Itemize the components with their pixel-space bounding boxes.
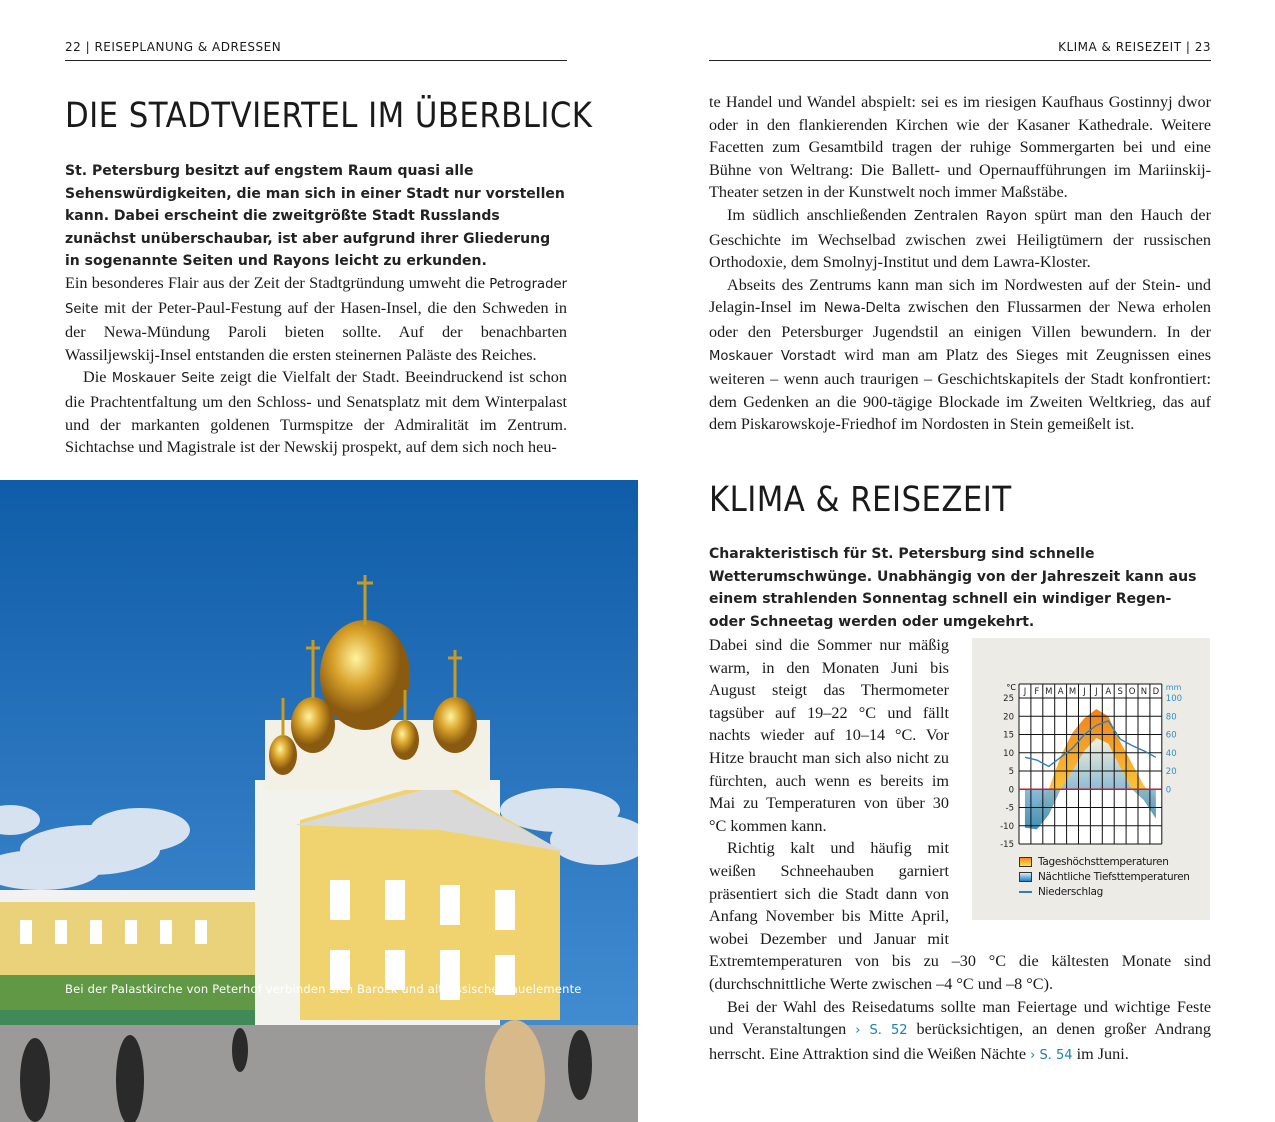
y-axis-unit: °C (1006, 683, 1016, 692)
photo-caption: Bei der Palastkirche von Peterhof verbinden sich Barock und altrussische Bauelemente (65, 982, 582, 996)
paragraph (709, 996, 1211, 1068)
text: berücksichtigen, an denen großer Andrang herrscht. Eine Attraktion sind die Weißen Nächte (709, 1020, 1211, 1063)
text: Im südlich anschließenden (727, 205, 914, 224)
legend-label-high: Tageshöchsttemperaturen (1038, 856, 1169, 868)
y2-axis-unit: mm (1165, 683, 1182, 692)
text: Ein besonderes Flair aus der Zeit der Stadtgründung umweht die (65, 274, 490, 292)
section-title-districts: DIE STADTVIERTEL IM ÜBERBLICK (65, 96, 593, 136)
legend-swatch-high (1019, 857, 1032, 867)
legend-swatch-low (1019, 872, 1032, 882)
climate-chart (972, 638, 1210, 920)
y2-tick-label: 100 (1165, 694, 1183, 704)
lead-climate: Charakteristisch für St. Petersburg sind schnelle Wetterumschwünge. Unabhängig von der Jahreszeit kann aus einem strahlenden Sonnentag schnell ein windiger Regen- oder Schneetag werden oder umgekehrt. (709, 546, 1197, 630)
month-label: J (1083, 687, 1086, 697)
text: Abseits des Zentrums kann man sich im Nordwesten auf der Stein- und Jelagin-Insel im (709, 275, 1211, 317)
y-tick-label: 10 (1003, 748, 1014, 759)
text: zeigt die Vielfalt der Stadt. Beeindruckend ist schon die Prachtentfaltung um den Schloss- und Senatsplatz mit dem Winterpalast und der markanten goldenen Turmspitze der Admiralität im Zentrum. Sichtachse und Magistrale ist der Newskij prospekt, auf dem sich noch heu- (65, 368, 567, 457)
text: Richtig kalt und häufig mit weißen Schneehauben garniert präsentiert sich die Stadt dann von Anfang November bis Mitte April, wobei Dezember und Januar mit Extremtemperaturen von bis zu –30 °C die kältesten Monate sind (durchschnittliche Werte zwischen –4 °C und –8 °C). (709, 839, 1211, 993)
y2-tick-label: 20 (1165, 767, 1177, 777)
month-label: J (1023, 687, 1027, 697)
text: wird man am Platz des Sieges mit Zeugnissen eines weiteren – wenn auch traurigen – Geschichtskapitels der Stadt konfrontiert: dem Gedenken an die 900-tägige Blockade im Zweiten Weltkrieg, das auf dem Piskarowskoje-Friedhof im Nordosten in Stein gemeißelt ist. (709, 345, 1211, 434)
y-tick-label: -10 (1000, 821, 1014, 832)
month-label: A (1057, 687, 1064, 697)
month-label: F (1034, 687, 1040, 697)
highlighted-place: Newa-Delta (823, 301, 901, 317)
text: Bei der Wahl des Reisedatums sollte man Feiertage und wichtige Feste und Veranstaltungen (709, 997, 1211, 1039)
y-tick-label: 20 (1003, 712, 1014, 723)
y2-tick-label: 0 (1165, 785, 1172, 796)
y-tick-label: 15 (1003, 730, 1014, 741)
y2-tick-label: 40 (1165, 748, 1177, 759)
y-tick-label: 25 (1003, 694, 1014, 704)
text: spürt man den Hauch der Geschichte im Wechselbad zwischen zwei Heiligtümern der russischen Orthodoxie, dem Smolnyj-Institut und dem Lawra-Kloster. (709, 205, 1211, 272)
text: im Juni. (1072, 1044, 1129, 1063)
page-reference-link[interactable]: › S. 54 (1030, 1047, 1073, 1063)
y-tick-label: 5 (1008, 767, 1014, 777)
highlighted-place: Zentralen Rayon (913, 208, 1028, 224)
text: Die (83, 368, 112, 387)
text: zwischen den Flussarmen der Newa erholen oder den Petersburger Jugendstil an einigen Villen bewundern. In der (709, 298, 1212, 341)
paragraph (709, 274, 1211, 436)
month-label: M (1045, 687, 1053, 697)
y2-tick-label: 60 (1165, 730, 1177, 741)
y-tick-label: -5 (1005, 803, 1014, 814)
photo-peterhof-palace-church (0, 480, 638, 1122)
page-header-right: KLIMA & REISEZEIT | 23 (709, 40, 1211, 61)
y-tick-label: -15 (1000, 840, 1014, 850)
y2-tick-label: 80 (1165, 712, 1177, 723)
legend-label-precip: Niederschlag (1038, 886, 1103, 898)
highlighted-place: Petrograder Seite (65, 277, 567, 317)
month-label: N (1140, 687, 1148, 697)
month-label: D (1152, 687, 1160, 697)
month-label: O (1128, 687, 1136, 697)
lead-districts: St. Petersburg besitzt auf engstem Raum quasi alle Sehenswürdigkeiten, die man sich in einer Stadt nur vorstellen kann. Dabei erscheint die zweitgrößte Stadt Russlands zunächst unüberschaubar, ist aber aufgrund ihrer Gliederung in sogenannte Seiten und Rayons leicht zu erkunden. (65, 163, 565, 270)
text: Dabei sind die Sommer nur mäßig warm, in den Monaten Juni bis August steigt das Thermometer tagsüber auf 19–22 °C und fällt nachts wieder auf 10–14 °C. Vor Hitze braucht man sich also nicht zu fürchten, auch wenn es bereits im Mai zu Temperaturen von über 30 °C kommen kann. (709, 636, 949, 835)
legend-swatch-precip (1019, 891, 1032, 893)
page-header-left: 22 | REISEPLANUNG & ADRESSEN (65, 40, 567, 61)
paragraph (65, 272, 567, 366)
paragraph (709, 91, 1211, 204)
highlighted-place: Moskauer Seite (111, 371, 215, 387)
legend-label-low: Nächtliche Tiefsttemperaturen (1038, 871, 1190, 883)
text: mit der Peter-Paul-Festung auf der Hasen-Insel, die den Schweden in der Newa-Mündung Paroli bieten sollte. Auf der benachbarten Wassiljewskij-Insel entstanden die ersten steinernen Paläste des Reiches. (65, 298, 567, 364)
section-title-climate: KLIMA & REISEZEIT (709, 480, 1012, 520)
month-label: S (1117, 687, 1123, 697)
body-districts-continued (709, 91, 1211, 436)
highlighted-place: Moskauer Vorstadt (709, 348, 837, 364)
legend-precip (1019, 886, 1103, 898)
legend-high (1019, 856, 1169, 868)
text: te Handel und Wandel abspielt: sei es im riesigen Kaufhaus Gostinnyj dwor oder in den flankierenden Kirchen wie der Kasaner Kathedrale. Weitere Facetten zum Gesamtbild tragen der ruhige Sommergarten bei und eine Bühne von Weltrang: Die Ballett- und Opernaufführungen im Mariinskij-Theater setzen in der Kunstwelt noch immer Maßstäbe. (709, 93, 1211, 202)
legend-low (1019, 871, 1190, 883)
body-districts (65, 272, 567, 459)
page-reference-link[interactable]: › S. 52 (855, 1023, 908, 1039)
month-label: J (1095, 687, 1098, 697)
paragraph (65, 366, 567, 458)
month-label: M (1068, 687, 1077, 697)
y-tick-label: 0 (1008, 785, 1014, 796)
month-label: A (1105, 687, 1112, 697)
paragraph (709, 204, 1211, 274)
